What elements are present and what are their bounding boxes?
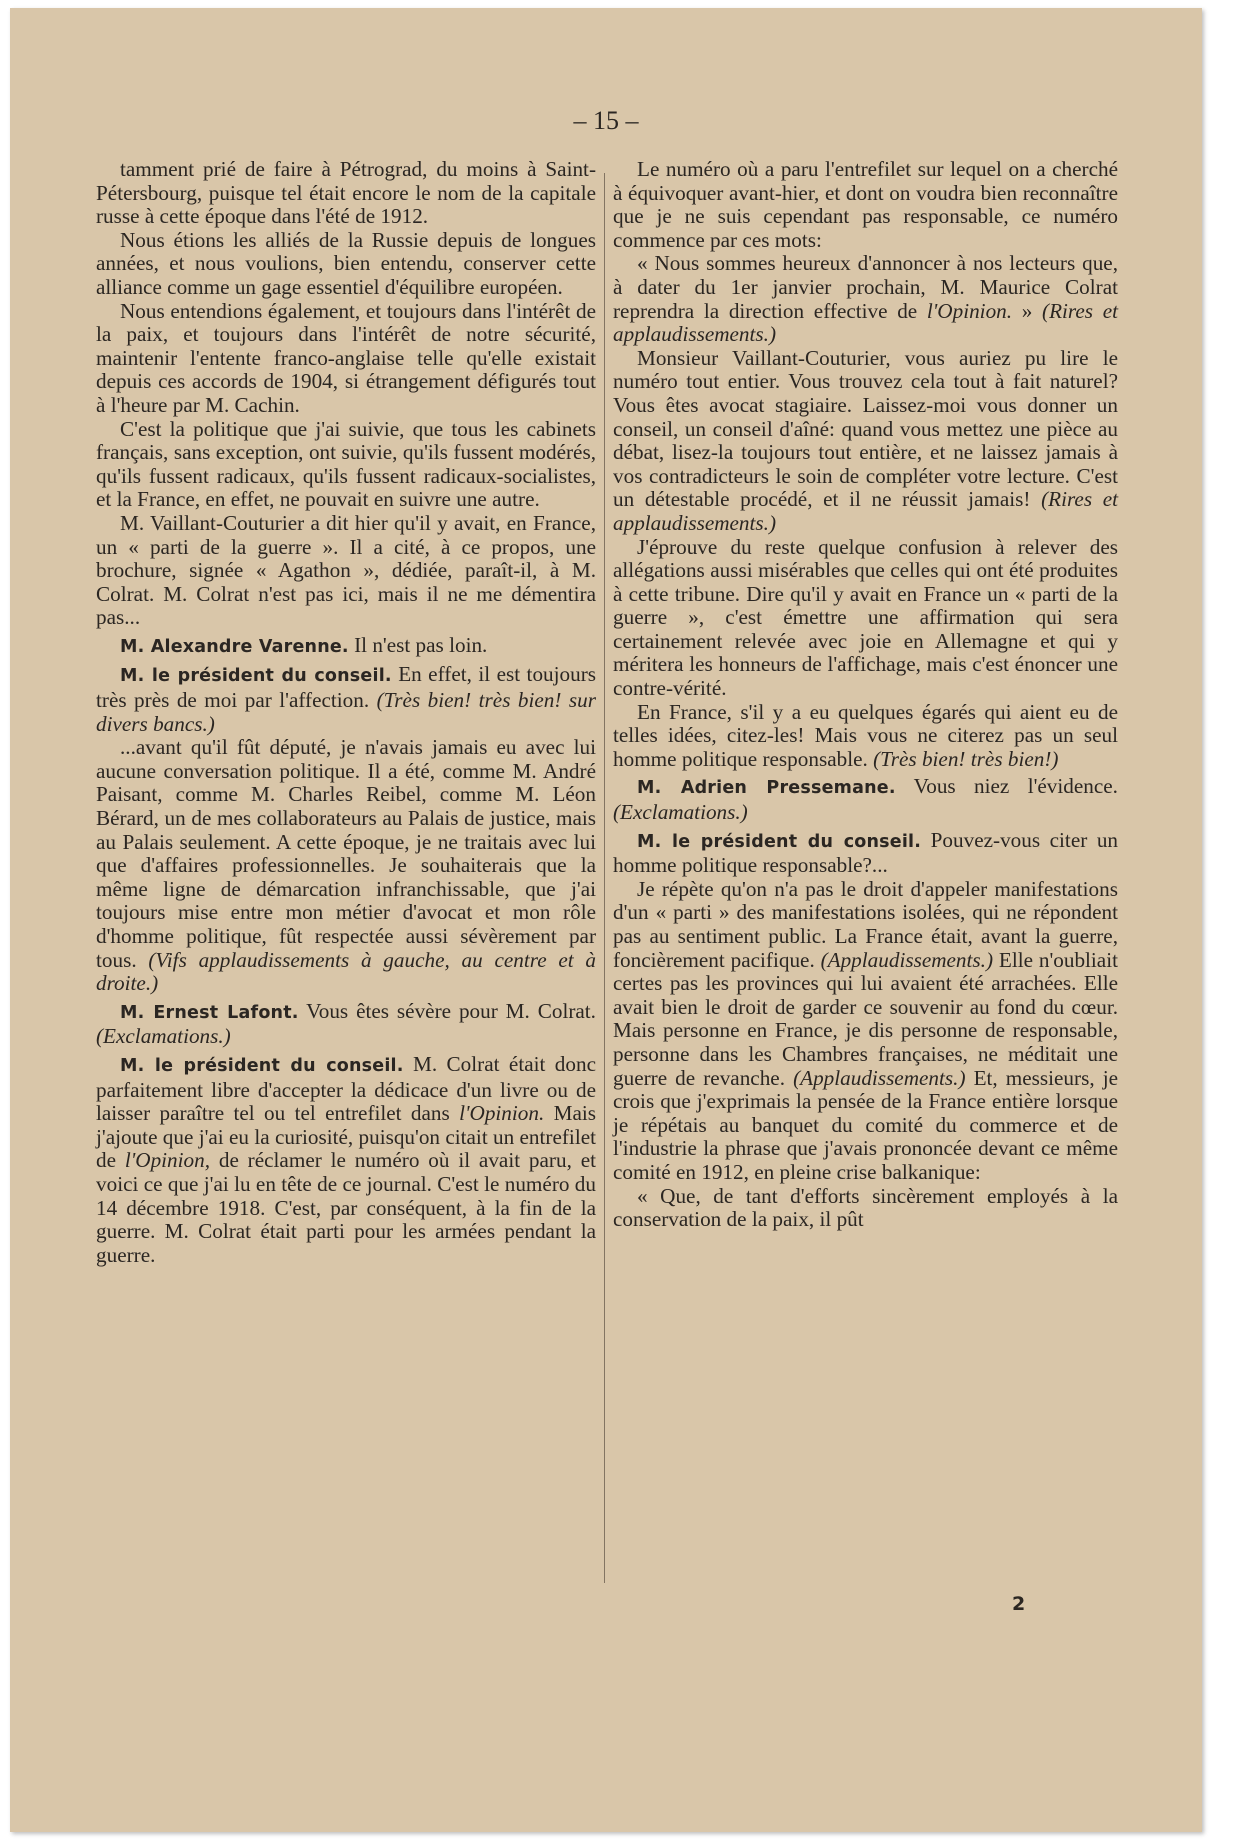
speech-paragraph xyxy=(96,634,596,660)
italic-text: (Vifs applaudissements à gauche, au centre et à droite.) xyxy=(96,947,596,996)
italic-text: (Rires et applaudissements.) xyxy=(613,298,1118,347)
right-column xyxy=(613,158,1118,1232)
column-divider xyxy=(604,173,605,1583)
text-run: Nous entendions également, et toujours dans l'intérêt de la paix, et toujours dans l'intérêt de notre sécurité, maintenir l'entente franco-anglaise telle qu'elle existait depuis ces accords de 1904, si étrangement défigurés tout à l'heure par M. Cachin. xyxy=(96,298,596,417)
text-run: Pouvez-vous citer un homme politique responsable?... xyxy=(613,827,1119,878)
italic-text: (Applaudissements.) xyxy=(793,1065,966,1090)
italic-text: l'Opinion, xyxy=(124,1148,211,1173)
text-run: Vous êtes sévère pour M. Colrat. xyxy=(298,998,596,1023)
text-run: Elle n'oubliait certes pas les provinces qui lui avaient été arrachées. Elle avait bien le droit de garder ce souvenir au fond du cœur. Mais personne en France, je dis personne de responsable, personne dans les Chambres françaises, ne méditait une guerre de revanche. xyxy=(613,947,1118,1090)
text-run: M. Vaillant-Couturier a dit hier qu'il y avait, en France, un « parti de la guerre ». Il a cité, à ce propos, une brochure, signée « Agathon », dédiée, paraît-il, à M. Colrat. M. Colrat n'est pas ici, mais il ne me démentira pas... xyxy=(96,510,596,630)
paragraph xyxy=(613,252,1118,346)
speaker-name: M. Ernest Lafont. xyxy=(120,1002,299,1023)
paragraph xyxy=(613,878,1118,1185)
speaker-name: M. Alexandre Varenne. xyxy=(120,636,349,657)
text-run: Nous étions les alliés de la Russie depuis de longues années, et nous voulions, bien entendu, conserver cette alliance comme un gage essentiel d'équilibre européen. xyxy=(96,227,596,299)
text-run: En France, s'il y a eu quelques égarés qui aient eu de telles idées, citez-les! Mais vous ne citerez pas un seul homme politique responsable. xyxy=(613,699,1118,771)
text-run: « Que, de tant d'efforts sincèrement employés à la conservation de la paix, il pût xyxy=(613,1183,1118,1232)
text-run: Et, messieurs, je crois que j'exprimais la pensée de la France entière lorsque je répétais au banquet du comité du commerce et de l'industrie la phrase que j'avais prononcée devant ce même comité en 1912, en pleine crise balkanique: xyxy=(613,1065,1118,1184)
text-run: Mais j'ajoute que j'ai eu la curiosité, puisqu'on citait un entrefilet de xyxy=(96,1101,596,1173)
text-run: tamment prié de faire à Pétrograd, du moins à Saint-Pétersbourg, puisque tel était encore le nom de la capitale russe à cette époque dans l'été de 1912. xyxy=(96,157,596,229)
text-run: de réclamer le numéro où il avait paru, et voici ce que j'ai lu en tête de ce journal. C'est le numéro du 14 décembre 1918. C'est, par conséquent, à la fin de la guerre. M. Colrat était parti pour les armées pendant la guerre. xyxy=(96,1148,596,1267)
paragraph xyxy=(613,701,1118,772)
text-run: C'est la politique que j'ai suivie, que tous les cabinets français, sans exception, ont suivie, qu'ils fussent modérés, qu'ils fussent radicaux, qu'ils fussent radicaux-socialistes, et la France, en effet, ne pouvait en suivre une autre. xyxy=(96,416,596,512)
paragraph xyxy=(613,1185,1118,1232)
page-number: – 15 – xyxy=(573,106,639,135)
italic-text: l'Opinion. xyxy=(926,298,1013,323)
italic-text: (Très bien! très bien! sur divers bancs.) xyxy=(96,688,596,736)
text-run: Il n'est pas loin. xyxy=(348,632,488,657)
speaker-name: M. le président du conseil. xyxy=(637,831,922,852)
text-run: ...avant qu'il fût député, je n'avais jamais eu avec lui aucune conversation politique. Il a été, comme M. André Paisant, comme M. Charles Reibel, comme M. Léon Bérard, un de mes collaborateurs au Palais de justice, mais au Palais seulement. A cette époque, je ne traitais avec lui que d'affaires professionnelles. Je souhaiterais que la même ligne de démarcation infranchissable, que j'ai toujours mise entre mon métier d'avocat et mon rôle d'homme politique, fût respectée aussi sévèrement par tous. xyxy=(96,735,596,972)
italic-text: (Très bien! très bien!) xyxy=(873,746,1059,771)
italic-text: (Exclamations.) xyxy=(96,1024,231,1049)
paragraph xyxy=(96,736,596,996)
paragraph xyxy=(96,300,596,418)
paragraph xyxy=(96,418,596,512)
text-run: Le numéro où a paru l'entrefilet sur lequel on a cherché à équivoquer avant-hier, et dont on voudra bien reconnaître que je ne suis cependant pas responsable, ce numéro commence par ces mots: xyxy=(613,157,1118,252)
paragraph xyxy=(96,512,596,630)
text-run: Je répète qu'on n'a pas le droit d'appeler manifestations d'un « parti » des manifestations isolées, qui ne répondent pas au sentiment public. La France était, avant la guerre, foncièrement pacifique. xyxy=(613,876,1118,972)
text-run: M. Colrat était donc parfaitement libre d'accepter la dédicace d'un livre ou de laisser paraître tel ou tel entrefilet dans xyxy=(96,1051,596,1126)
italic-text: (Rires et applaudissements.) xyxy=(613,487,1118,535)
paragraph xyxy=(613,536,1118,701)
italic-text: (Exclamations.) xyxy=(613,800,748,825)
text-run: Vous niez l'évidence. xyxy=(895,774,1118,799)
speech-paragraph xyxy=(96,1000,596,1049)
paragraph xyxy=(96,158,596,229)
document-page xyxy=(10,8,1202,1832)
speech-paragraph xyxy=(96,663,596,736)
text-run: En effet, il est toujours très près de moi par l'affection. xyxy=(96,662,597,713)
text-run: » xyxy=(1012,298,1043,323)
text-run: « Nous sommes heureux d'annoncer à nos lecteurs que, à dater du 1er janvier prochain, M. Maurice Colrat reprendra la direction effective de xyxy=(613,251,1118,323)
italic-text: l'Opinion. xyxy=(459,1101,545,1126)
speech-paragraph xyxy=(613,775,1118,824)
paragraph xyxy=(613,158,1118,252)
speech-paragraph xyxy=(96,1053,596,1267)
speaker-name: M. le président du conseil. xyxy=(120,666,392,687)
italic-text: (Applaudissements.) xyxy=(820,947,994,972)
signature-mark: 2 xyxy=(1012,1593,1026,1615)
speaker-name: M. le président du conseil. xyxy=(120,1055,404,1076)
paragraph xyxy=(96,229,596,300)
text-run: J'éprouve du reste quelque confusion à relever des allégations aussi misérables que celles qui ont été produites à cette tribune. Dire qu'il y avait en France un « parti de la guerre », c'est émettre une affirmation qui sera certainement relevée avec joie en Allemagne et qui y méritera les honneurs de l'affichage, mais c'est énoncer une contre-vérité. xyxy=(613,534,1118,701)
paragraph xyxy=(613,347,1118,536)
speaker-name: M. Adrien Pressemane. xyxy=(637,778,896,799)
text-run: Monsieur Vaillant-Couturier, vous auriez pu lire le numéro tout entier. Vous trouvez cela tout à fait naturel? Vous êtes avocat stagiaire. Laissez-moi vous donner un conseil, un conseil d'aîné: quand vous mettez une pièce au débat, lisez-la toujours tout entière, et ne laissez jamais à vos contradicteurs le soin de compléter votre lecture. C'est un détestable procédé, et il ne réussit jamais! xyxy=(613,345,1118,512)
left-column xyxy=(96,158,596,1267)
speech-paragraph xyxy=(613,829,1118,878)
